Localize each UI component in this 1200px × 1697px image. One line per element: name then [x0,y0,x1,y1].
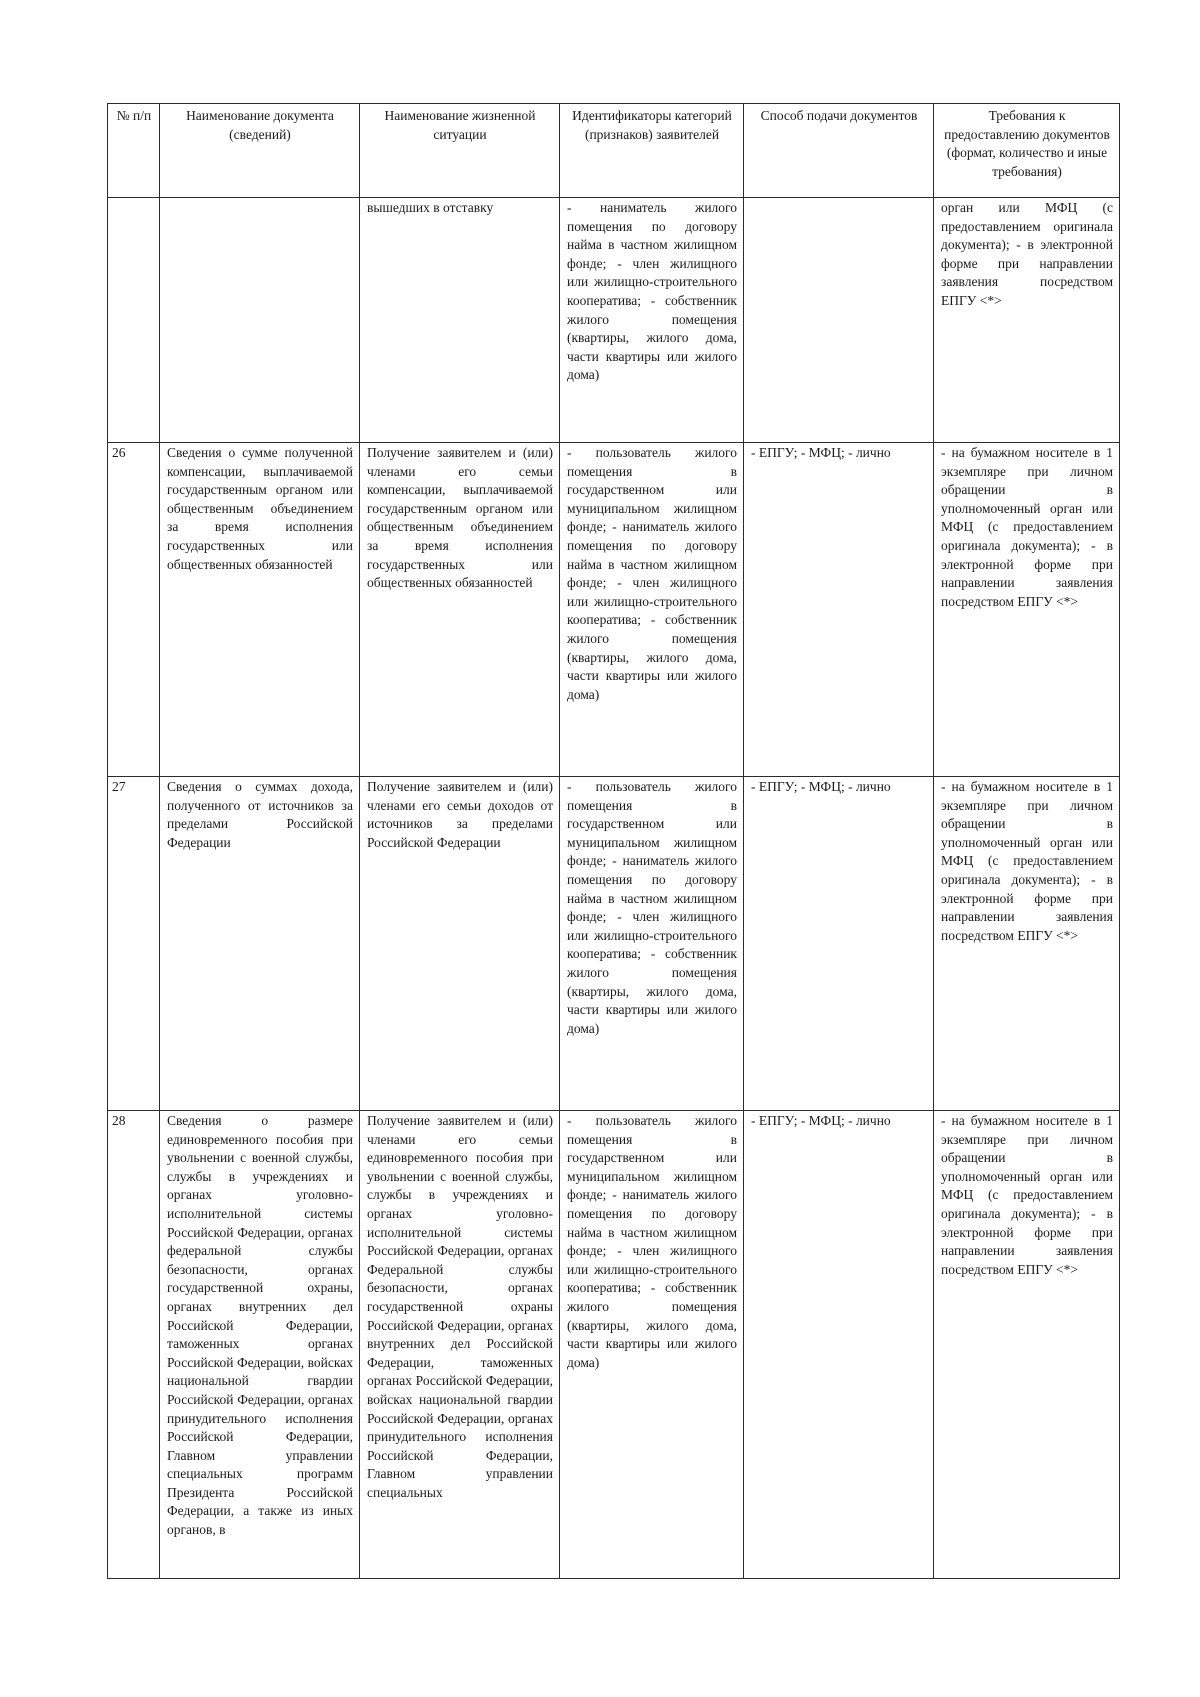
row-requirements: орган или МФЦ (с предоставлением оригинала документа); - в электронной форме при направлении заявления посредством ЕПГУ <*> [934,198,1120,443]
row-life-situation: вышедших в отставку [360,198,560,443]
documents-table [107,103,1120,1579]
row-document-name: Сведения о размере единовременного пособия при увольнении с военной службы, службы в учреждениях и органах уголовно-исполнительной системы Российской Федерации, органах федеральной службы безопасности, органах государственной охраны, органах внутренних дел Российской Федерации, таможенных органах Российской Федерации, войсках национальной гвардии Российской Федерации, органах принудительного исполнения Российской Федерации, Главном управлении специальных программ Президента Российской Федерации, а также из иных органов, в [160,1111,360,1579]
row-life-situation: Получение заявителем и (или) членами его семьи компенсации, выплачиваемой государственным органом или общественным объединением за время исполнения государственных или общественных обязанностей [360,443,560,777]
row-submission-method [744,198,934,443]
row-document-name: Сведения о сумме полученной компенсации, выплачиваемой государственным органом или общественным объединением за время исполнения государственных или общественных обязанностей [160,443,360,777]
table-row [108,777,1120,1111]
row-number: 27 [108,777,160,1111]
header-document-name: Наименование документа (сведений) [160,104,360,198]
row-document-name [160,198,360,443]
row-document-name: Сведения о суммах дохода, полученного от источников за пределами Российской Федерации [160,777,360,1111]
row-number: 26 [108,443,160,777]
header-number: № п/п [108,104,160,198]
row-applicant-categories: - пользователь жилого помещения в государственном или муниципальном жилищном фонде; - наниматель жилого помещения по договору найма в частном жилищном фонде; - член жилищного или жилищно-строительного кооператива; - собственник жилого помещения (квартиры, жилого дома, части квартиры или жилого дома) [560,443,744,777]
header-submission-method: Способ подачи документов [744,104,934,198]
row-applicant-categories: - пользователь жилого помещения в государственном или муниципальном жилищном фонде; - наниматель жилого помещения по договору найма в частном жилищном фонде; - член жилищного или жилищно-строительного кооператива; - собственник жилого помещения (квартиры, жилого дома, части квартиры или жилого дома) [560,1111,744,1579]
table-row [108,1111,1120,1579]
row-number: 28 [108,1111,160,1579]
row-submission-method: - ЕПГУ; - МФЦ; - лично [744,777,934,1111]
table-row [108,443,1120,777]
row-requirements: - на бумажном носителе в 1 экземпляре при личном обращении в уполномоченный орган или МФЦ (с предоставлением оригинала документа); - в электронной форме при направлении заявления посредством ЕПГУ <*> [934,1111,1120,1579]
row-life-situation: Получение заявителем и (или) членами его семьи доходов от источников за пределами Российской Федерации [360,777,560,1111]
row-number [108,198,160,443]
row-requirements: - на бумажном носителе в 1 экземпляре при личном обращении в уполномоченный орган или МФЦ (с предоставлением оригинала документа); - в электронной форме при направлении заявления посредством ЕПГУ <*> [934,443,1120,777]
row-submission-method: - ЕПГУ; - МФЦ; - лично [744,443,934,777]
table-row [108,198,1120,443]
row-applicant-categories: - пользователь жилого помещения в государственном или муниципальном жилищном фонде; - наниматель жилого помещения по договору найма в частном жилищном фонде; - член жилищного или жилищно-строительного кооператива; - собственник жилого помещения (квартиры, жилого дома, части квартиры или жилого дома) [560,777,744,1111]
row-life-situation: Получение заявителем и (или) членами его семьи единовременного пособия при увольнении с военной службы, службы в учреждениях и органах уголовно-исполнительной системы Российской Федерации, органах Федеральной службы безопасности, органах государственной охраны Российской Федерации, органах внутренних дел Российской Федерации, таможенных органах Российской Федерации, войсках национальной гвардии Российской Федерации, органах принудительного исполнения Российской Федерации, Главном управлении специальных [360,1111,560,1579]
row-applicant-categories: - наниматель жилого помещения по договору найма в частном жилищном фонде; - член жилищного или жилищно-строительного кооператива; - собственник жилого помещения (квартиры, жилого дома, части квартиры или жилого дома) [560,198,744,443]
header-requirements: Требования к предоставлению документов (формат, количество и иные требования) [934,104,1120,198]
header-applicant-categories: Идентификаторы категорий (признаков) заявителей [560,104,744,198]
table-header-row [108,104,1120,198]
row-submission-method: - ЕПГУ; - МФЦ; - лично [744,1111,934,1579]
row-requirements: - на бумажном носителе в 1 экземпляре при личном обращении в уполномоченный орган или МФЦ (с предоставлением оригинала документа); - в электронной форме при направлении заявления посредством ЕПГУ <*> [934,777,1120,1111]
header-life-situation: Наименование жизненной ситуации [360,104,560,198]
